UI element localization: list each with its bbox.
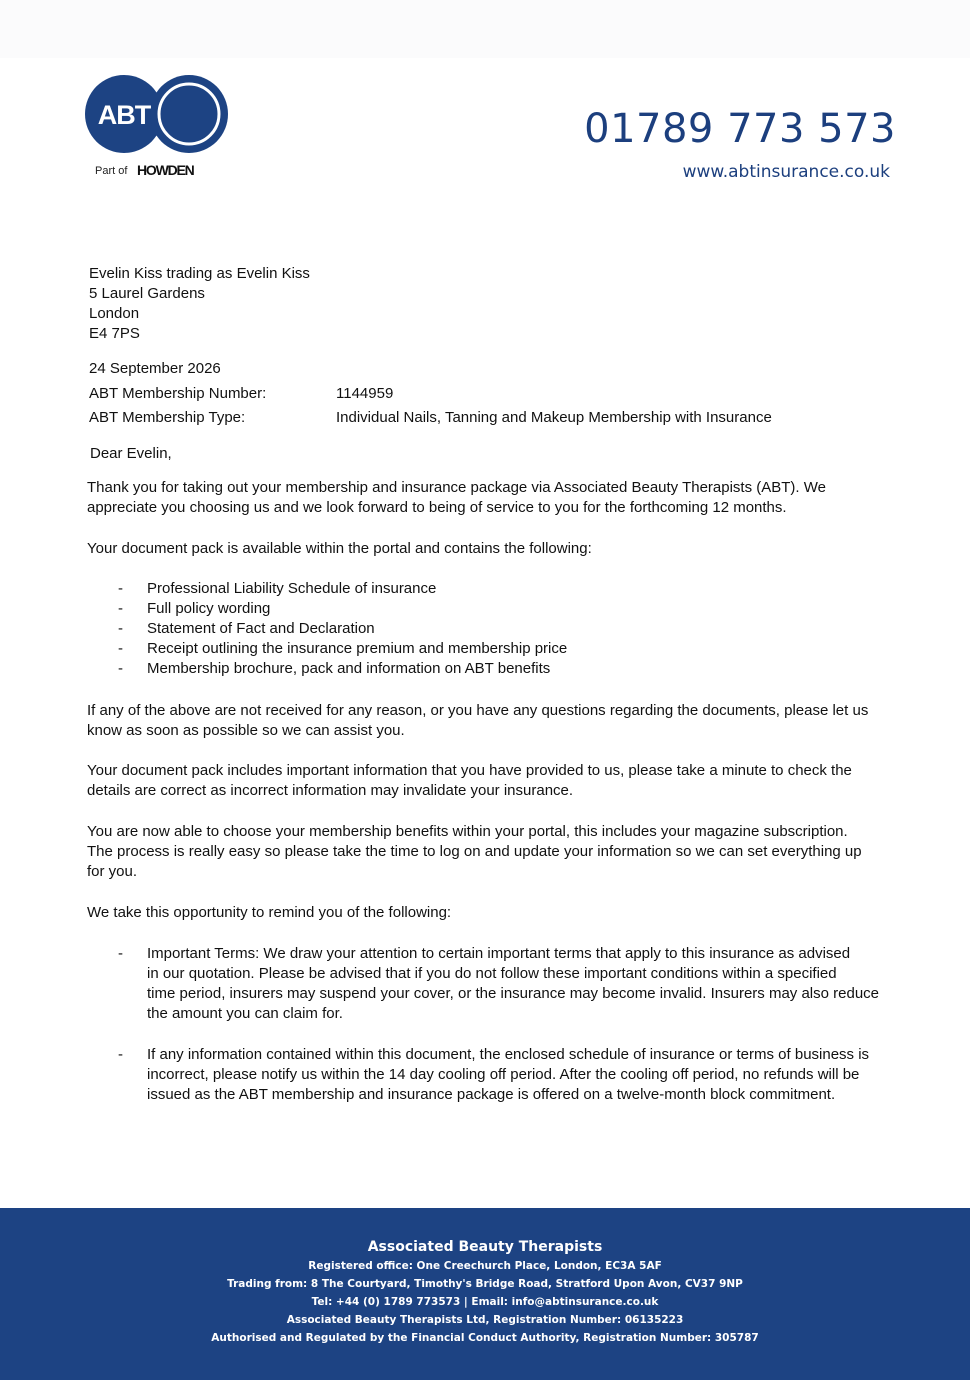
list-dash: - (118, 640, 123, 657)
list-dash: - (118, 945, 123, 962)
footer-registered-office: Registered office: One Creechurch Place, London, EC3A 5AF (308, 1260, 662, 1272)
list-item (118, 619, 567, 639)
paragraph-document-pack: Your document pack is available within the portal and contains the following: (87, 540, 592, 557)
paragraph-check-details (87, 761, 887, 801)
list-item-text: Full policy wording (147, 600, 271, 617)
salutation: Dear Evelin, (90, 445, 172, 462)
paragraph-line: If any of the above are not received for any reason, or you have any questions regarding the documents, please let us (87, 702, 869, 719)
list-item-continuation (147, 984, 879, 1004)
paragraph-reminder-intro: We take this opportunity to remind you of the following: (87, 904, 452, 921)
footer (0, 1208, 970, 1380)
list-item-text: Statement of Fact and Declaration (147, 620, 375, 637)
website-link[interactable]: www.abtinsurance.co.uk (682, 162, 890, 182)
footer-fca: Authorised and Regulated by the Financial Conduct Authority, Registration Number: 305787 (211, 1332, 759, 1344)
list-dash: - (118, 580, 123, 597)
abt-logo (84, 74, 234, 184)
list-dash: - (118, 1046, 123, 1063)
address-line: London (89, 305, 140, 322)
list-item (118, 599, 567, 619)
part-of-label: Part of (95, 165, 128, 177)
top-band (0, 0, 970, 58)
paragraph-line: appreciate you choosing us and we look forward to being of service to you for the forthcoming 12 months. (87, 499, 787, 516)
document-list (118, 579, 568, 679)
list-dash: - (118, 600, 123, 617)
list-dash: - (118, 620, 123, 637)
paragraph-line: The process is really easy so please take the time to log on and update your information so we can set everything up (87, 843, 862, 860)
recipient-address (89, 264, 310, 344)
paragraph-line: for you. (87, 863, 138, 880)
paragraph-line: Your document pack includes important information that you have provided to us, please take a minute to check the (87, 762, 852, 779)
letter-date: 24 September 2026 (89, 360, 221, 377)
address-line: E4 7PS (89, 325, 140, 342)
list-item-continuation (147, 1004, 879, 1024)
list-item (118, 579, 567, 599)
list-item (118, 944, 879, 964)
list-item-text: time period, insurers may suspend your cover, or the insurance may become invalid. Insurers may also reduce (147, 985, 880, 1002)
phone-number[interactable]: 01789 773 573 (584, 106, 896, 152)
list-item-text: Receipt outlining the insurance premium and membership price (147, 640, 568, 657)
list-item-text: Professional Liability Schedule of insurance (147, 580, 437, 597)
logo-text: ABT (97, 100, 151, 130)
list-item-text: the amount you can claim for. (147, 1005, 343, 1022)
reminder-list-item-1 (118, 944, 880, 1024)
list-item-text: Important Terms: We draw your attention to certain important terms that apply to this insurance as advised (147, 945, 851, 962)
list-item-text: Membership brochure, pack and information on ABT benefits (147, 660, 551, 677)
membership-number-label: ABT Membership Number: (89, 385, 267, 402)
footer-registration: Associated Beauty Therapists Ltd, Registration Number: 06135223 (286, 1314, 684, 1326)
list-item-text: in our quotation. Please be advised that if you do not follow these important conditions within a specified (147, 965, 837, 982)
list-item-continuation (147, 1065, 869, 1085)
footer-trading-address: Trading from: 8 The Courtyard, Timothy's Bridge Road, Stratford Upon Avon, CV37 9NP (227, 1278, 743, 1290)
membership-number-value: 1144959 (336, 385, 394, 402)
list-item (118, 639, 568, 659)
membership-type-label: ABT Membership Type: (89, 409, 246, 426)
reminder-list-item-2 (118, 1045, 870, 1105)
paragraph-not-received (87, 701, 887, 741)
list-item-continuation (147, 964, 879, 984)
paragraph-line: details are correct as incorrect information may invalidate your insurance. (87, 782, 574, 799)
list-item (118, 659, 567, 679)
paragraph-line: You are now able to choose your membership benefits within your portal, this includes your magazine subscription. (87, 823, 848, 840)
footer-contact[interactable]: Tel: +44 (0) 1789 773573 | Email: info@abtinsurance.co.uk (311, 1296, 659, 1308)
list-item-continuation (147, 1085, 869, 1105)
paragraph-line: know as soon as possible so we can assist you. (87, 722, 405, 739)
list-item-text: issued as the ABT membership and insurance package is offered on a twelve-month block commitment. (147, 1086, 836, 1103)
list-item-text: incorrect, please notify us within the 14 day cooling off period. After the cooling off period, no refunds will be (147, 1066, 860, 1083)
list-item (118, 1045, 870, 1065)
howden-brand: HOWDEN (137, 162, 194, 178)
paragraph-benefits (87, 822, 887, 882)
list-dash: - (118, 660, 123, 677)
footer-company-name: Associated Beauty Therapists (367, 1239, 603, 1255)
paragraph-intro (87, 478, 887, 518)
list-item-text: If any information contained within this document, the enclosed schedule of insurance or terms of business is (147, 1046, 870, 1063)
address-line: 5 Laurel Gardens (89, 285, 205, 302)
address-line: Evelin Kiss trading as Evelin Kiss (89, 265, 310, 282)
membership-type-value: Individual Nails, Tanning and Makeup Membership with Insurance (336, 409, 772, 426)
paragraph-line: Thank you for taking out your membership and insurance package via Associated Beauty Therapists (ABT). We (87, 479, 826, 496)
